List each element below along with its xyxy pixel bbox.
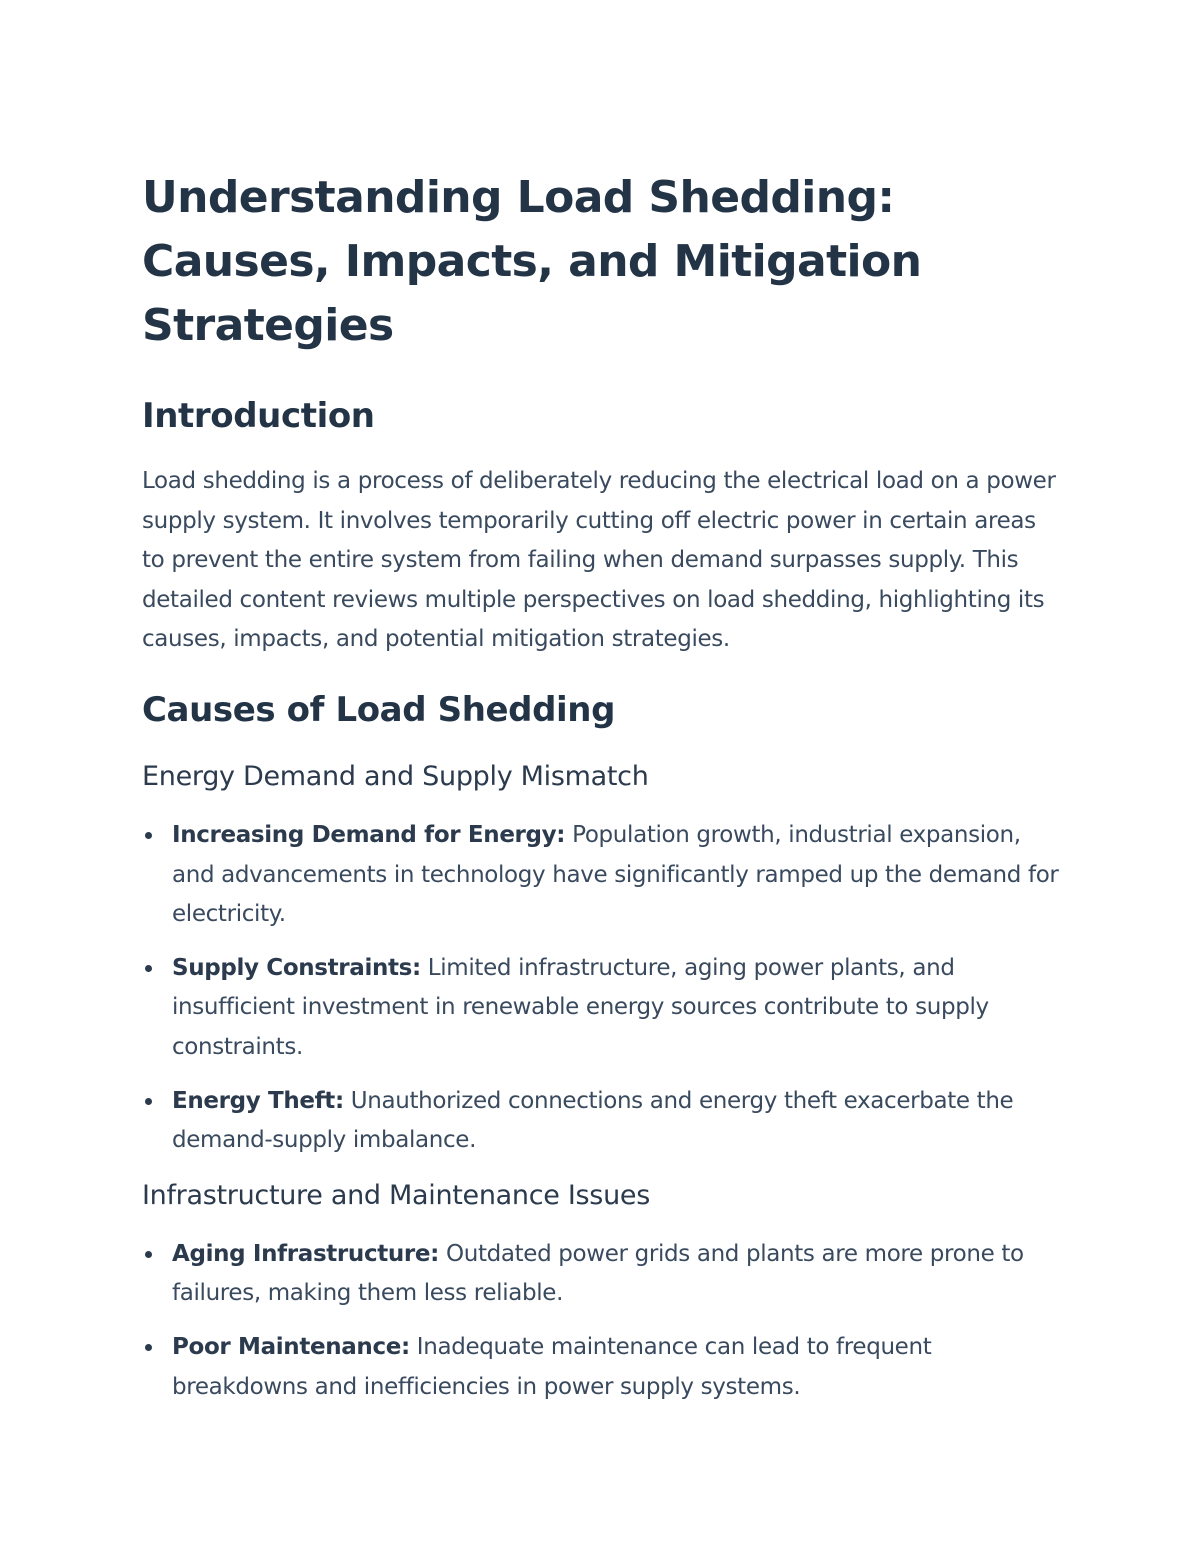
document-title: Understanding Load Shedding: Causes, Impacts, and Mitigation Strategies	[142, 172, 922, 351]
bullet-icon	[145, 832, 152, 839]
bullet-icon	[145, 1344, 152, 1351]
causes-heading: Causes of Load Shedding	[142, 689, 616, 730]
list-item-term: Increasing Demand for Energy:	[172, 821, 566, 848]
list-item	[142, 1082, 1062, 1161]
list-item	[142, 1328, 1062, 1407]
introduction-heading: Introduction	[142, 396, 375, 436]
bullet-icon	[145, 965, 152, 972]
bullet-icon	[145, 1251, 152, 1258]
infrastructure-heading: Infrastructure and Maintenance Issues	[142, 1179, 650, 1211]
list-item-text: Unauthorized connections and energy theft exacerbate the demand-supply imbalance.	[172, 1087, 1014, 1154]
list-item	[142, 816, 1062, 935]
introduction-paragraph: Load shedding is a process of deliberately reducing the electrical load on a power supply system. It involves temporarily cutting off electric power in certain areas to prevent the entire system from failing when demand surpasses supply. This detailed content reviews multiple perspectives on load shedding, highlighting its causes, impacts, and potential mitigation strategies.	[142, 468, 1056, 653]
list-item-term: Supply Constraints:	[172, 954, 421, 981]
document-content	[142, 166, 1062, 1407]
list-item-text: Population growth, industrial expansion, and advancements in technology have significantly ramped up the demand for electricity.	[172, 821, 1059, 928]
list-item-term: Aging Infrastructure:	[172, 1240, 439, 1267]
infrastructure-list	[142, 1235, 1062, 1407]
list-item-text: Inadequate maintenance can lead to frequent breakdowns and inefficiencies in power supply systems.	[172, 1333, 932, 1400]
list-item-term: Poor Maintenance:	[172, 1333, 410, 1360]
list-item-term: Energy Theft:	[172, 1087, 344, 1114]
demand-supply-heading: Energy Demand and Supply Mismatch	[142, 760, 649, 792]
list-item-text: Outdated power grids and plants are more prone to failures, making them less reliable.	[172, 1240, 1024, 1307]
list-item	[142, 1235, 1062, 1314]
bullet-icon	[145, 1098, 152, 1105]
list-item-text: Limited infrastructure, aging power plants, and insufficient investment in renewable energy sources contribute to supply constraints.	[172, 954, 989, 1060]
demand-supply-list	[142, 816, 1062, 1161]
list-item	[142, 949, 1062, 1068]
